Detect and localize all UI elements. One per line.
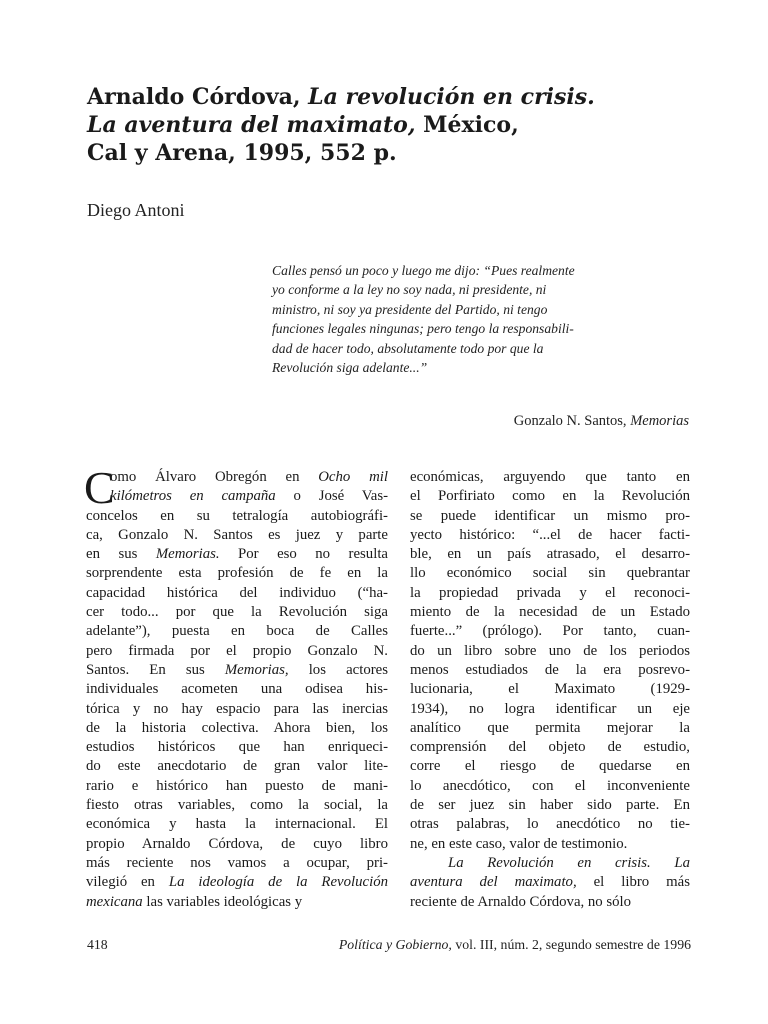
body-italic-text: Ocho mil: [318, 469, 388, 485]
review-author: Diego Antoni: [87, 200, 185, 220]
body-text: o José Vas-: [275, 488, 389, 505]
journal-name: Política y Gobierno,: [338, 937, 452, 952]
body-line: [410, 468, 690, 487]
body-line: [410, 603, 690, 622]
body-text: reciente de Arnaldo Córdova, no sólo: [410, 893, 632, 910]
body-line: [86, 873, 388, 892]
body-column-right: [410, 468, 690, 912]
body-line: [410, 854, 690, 873]
body-line: [86, 835, 388, 854]
body-text: otras palabras, lo anecdótico no tie-: [410, 816, 690, 833]
body-line: [86, 603, 388, 622]
epigraph-line: funciones legales ningunas; pero tengo la responsabili-: [272, 321, 574, 337]
body-line: [86, 622, 388, 641]
body-line: [410, 777, 690, 796]
body-text: se puede identificar un mismo pro-: [410, 507, 690, 524]
body-line: [86, 468, 388, 487]
body-line: [86, 815, 388, 834]
body-column-left: [84, 462, 389, 912]
title-line-2: [87, 111, 687, 139]
body-text: cer todo... por que la Revolución siga: [86, 604, 388, 621]
body-line: [86, 777, 388, 796]
body-line: [410, 719, 690, 738]
body-text: de ser juez sin haber sido parte. En: [410, 797, 690, 814]
body-italic-text: aventura del maximato,: [410, 874, 577, 891]
body-text: más reciente nos vamos a ocupar, pri-: [86, 854, 388, 871]
body-text: do un libro sobre uno de los periodos: [410, 642, 690, 659]
publication-place: México,: [415, 112, 519, 138]
body-line: [86, 487, 388, 506]
body-text: llo económico social sin quebrantar: [410, 565, 690, 582]
body-line: [86, 796, 388, 815]
body-text: 1934), no logra identificar un eje: [410, 700, 690, 717]
drop-cap: C: [84, 462, 115, 513]
body-line: [410, 642, 690, 661]
body-text: corre el riesgo de quedarse en: [410, 758, 690, 775]
body-line: [86, 854, 388, 873]
body-line: [410, 487, 690, 506]
page-number: 418: [87, 937, 108, 952]
body-line: [86, 893, 388, 912]
body-text: Por eso no resulta: [219, 546, 388, 563]
body-text: fuerte...” (prólogo). Por tanto, cuan-: [410, 623, 690, 640]
body-text: comprensión del objeto de estudio,: [410, 739, 690, 756]
body-line: [410, 661, 690, 680]
body-line: [410, 835, 690, 854]
body-text: lo anecdótico, con el inconveniente: [410, 777, 690, 794]
epigraph-source-work: Memorias: [630, 413, 689, 429]
body-line: [410, 584, 690, 603]
epigraph-line: Calles pensó un poco y luego me dijo: “Pues realmente: [272, 263, 575, 278]
body-text: ble, en un país atrasado, el desarro-: [410, 546, 690, 563]
body-italic-text: Memorias.: [155, 546, 220, 563]
body-line: [86, 507, 388, 526]
body-italic-text: La Revolución en crisis. La: [448, 854, 690, 871]
body-line: [410, 680, 690, 699]
body-line: [86, 661, 388, 680]
body-text: concelos en su tetralogía autobiográfi-: [86, 507, 388, 524]
body-line: [410, 564, 690, 583]
body-line: [410, 873, 690, 892]
epigraph-line: ministro, ni soy ya presidente del Partido, ni tengo: [272, 301, 548, 317]
body-line: [86, 545, 388, 564]
review-title: [87, 83, 687, 167]
body-italic-text: kilómetros en campaña: [110, 488, 276, 505]
body-line: [86, 526, 388, 545]
reviewed-author: Arnaldo Córdova,: [87, 84, 309, 110]
body-line: [86, 738, 388, 757]
body-line: [410, 738, 690, 757]
body-line: [86, 757, 388, 776]
body-line: [410, 526, 690, 545]
body-text: capacidad histórica del individuo (“ha-: [86, 584, 388, 601]
body-line: [410, 545, 690, 564]
body-text: el Porfiriato como en la Revolución: [410, 488, 690, 505]
body-italic-text: Memorias,: [224, 661, 289, 678]
body-line: [86, 680, 388, 699]
body-text: do este anecdotario de gran valor lite-: [86, 758, 388, 775]
body-text: en sus: [86, 546, 156, 563]
journal-issue: vol. III, núm. 2, segundo semestre de 1996: [451, 937, 691, 952]
body-line: [86, 564, 388, 583]
body-text: sorprendente esta profesión de fe en la: [86, 565, 388, 582]
body-text: ca, Gonzalo N. Santos es juez y parte: [86, 526, 388, 543]
epigraph-source-name: Gonzalo N. Santos,: [513, 413, 631, 429]
body-text: adelante”), puesta en boca de Calles: [86, 623, 388, 640]
epigraph-line: dad de hacer todo, absolutamente todo por que la: [272, 340, 544, 356]
epigraph-line: Revolución siga adelante...”: [272, 360, 428, 376]
body-line: [410, 815, 690, 834]
body-line: [410, 796, 690, 815]
body-text: estudios históricos que han enriqueci-: [86, 739, 388, 756]
body-text: omo Álvaro Obregón en: [110, 469, 319, 485]
body-line: [410, 700, 690, 719]
body-text: tórica y no hay espacio para las inercias: [86, 700, 388, 717]
epigraph-source: [514, 413, 689, 430]
body-line: [86, 700, 388, 719]
body-text: ne, en este caso, valor de testimonio.: [410, 835, 628, 852]
body-text: de la historia colectiva. Ahora bien, los: [86, 719, 388, 736]
title-line-1: [87, 83, 687, 111]
body-text: Santos. En sus: [86, 661, 225, 678]
book-title: La revolución en crisis.: [308, 84, 595, 110]
body-italic-text: mexicana: [86, 893, 143, 910]
body-text: las variables ideológicas y: [142, 893, 303, 910]
body-line: [410, 757, 690, 776]
body-line: [86, 584, 388, 603]
epigraph-line: yo conforme a la ley no soy nada, ni presidente, ni: [272, 282, 547, 298]
body-italic-text: La ideología de la Revolución: [168, 874, 388, 891]
body-text: el libro más: [576, 874, 690, 891]
body-line: [86, 642, 388, 661]
journal-citation: [339, 937, 691, 953]
body-text: pero firmada por el propio Gonzalo N.: [86, 642, 388, 659]
body-line: [410, 622, 690, 641]
body-text: yecto histórico: “...el de hacer facti-: [410, 526, 690, 543]
body-text: analítico que permita mejorar la: [410, 719, 690, 736]
body-text: individuales acometen una odisea his-: [86, 681, 388, 698]
body-line: [86, 719, 388, 738]
body-text: los actores: [288, 661, 388, 678]
body-line: [410, 893, 690, 912]
body-text: vilegió en: [86, 874, 169, 891]
body-text: económica y hasta la internacional. El: [86, 816, 388, 833]
epigraph: [272, 261, 690, 377]
body-text: miento de la necesidad de un Estado: [410, 604, 690, 621]
body-text: la propiedad privada y el reconoci-: [410, 584, 690, 601]
body-text: lucionaria, el Maximato (1929-: [410, 681, 690, 698]
body-line: [410, 507, 690, 526]
body-text: rario e histórico han puesto de mani-: [86, 777, 388, 794]
body-text: menos estudiados de la era posrevo-: [410, 661, 690, 678]
title-line-3: Cal y Arena, 1995, 552 p.: [87, 140, 397, 166]
body-text: económicas, arguyendo que tanto en: [410, 469, 690, 485]
body-text: propio Arnaldo Córdova, de cuyo libro: [86, 835, 388, 852]
body-text: fiesto otras variables, como la social, la: [86, 797, 388, 814]
book-subtitle: La aventura del maximato,: [87, 112, 416, 138]
